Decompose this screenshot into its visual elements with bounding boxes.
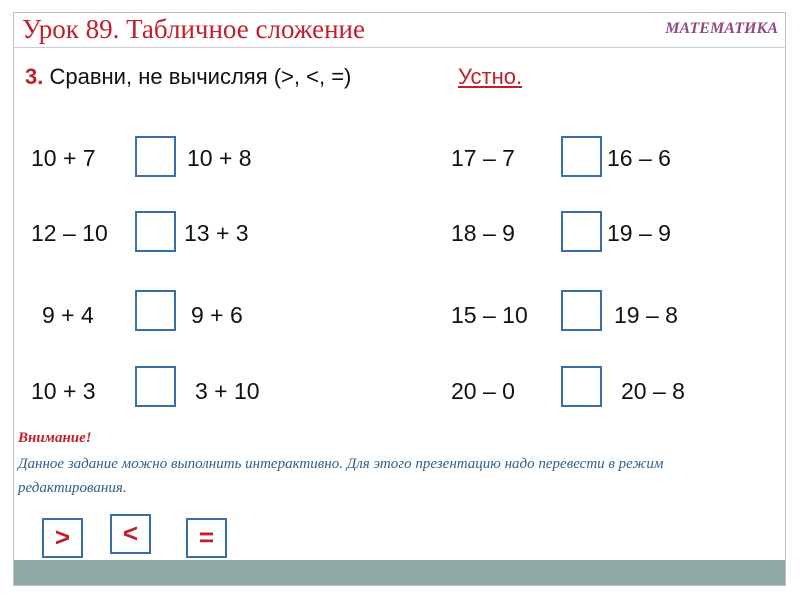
right-expr-a: 17 – 7	[451, 145, 515, 171]
lesson-title: Урок 89. Табличное сложение	[22, 14, 365, 44]
right-expr-b: 16 – 6	[607, 145, 671, 171]
left-expr-b: 9 + 6	[191, 302, 243, 328]
left-expr-b: 3 + 10	[195, 378, 260, 404]
right-expr-b: 19 – 8	[614, 302, 678, 328]
answer-box[interactable]	[135, 136, 176, 177]
answer-box[interactable]	[135, 290, 176, 331]
left-expr-a: 10 + 7	[31, 145, 96, 171]
right-expr-b: 19 – 9	[607, 220, 671, 246]
left-expr-a: 9 + 4	[42, 302, 94, 328]
right-expr-a: 15 – 10	[451, 302, 528, 328]
answer-box[interactable]	[561, 211, 602, 252]
answer-box[interactable]	[561, 290, 602, 331]
note-text: Данное задание можно выполнить интерактивно. Для этого презентацию надо перевести в режим редактирования.	[18, 456, 664, 496]
task-instruction	[25, 64, 351, 90]
left-expr-b: 13 + 3	[184, 220, 249, 246]
title-divider	[13, 47, 786, 48]
right-expr-a: 20 – 0	[451, 378, 515, 404]
greater-sign-button[interactable]: >	[42, 518, 83, 558]
answer-box[interactable]	[561, 366, 602, 407]
equal-sign-button[interactable]: =	[186, 518, 227, 558]
left-expr-a: 10 + 3	[31, 378, 96, 404]
task-number: 3.	[25, 64, 44, 89]
answer-box[interactable]	[135, 366, 176, 407]
subject-label: МАТЕМАТИКА	[665, 20, 778, 37]
answer-box[interactable]	[561, 136, 602, 177]
task-text: Сравни, не вычисляя (>, <, =)	[49, 64, 352, 89]
answer-box[interactable]	[135, 211, 176, 252]
footer-bar	[14, 560, 785, 585]
right-expr-b: 20 – 8	[621, 378, 685, 404]
note-title: Внимание!	[18, 430, 92, 446]
left-expr-a: 12 – 10	[31, 220, 108, 246]
task-mode: Устно.	[458, 64, 523, 89]
less-sign-button[interactable]: <	[110, 514, 151, 554]
right-expr-a: 18 – 9	[451, 220, 515, 246]
left-expr-b: 10 + 8	[187, 145, 252, 171]
